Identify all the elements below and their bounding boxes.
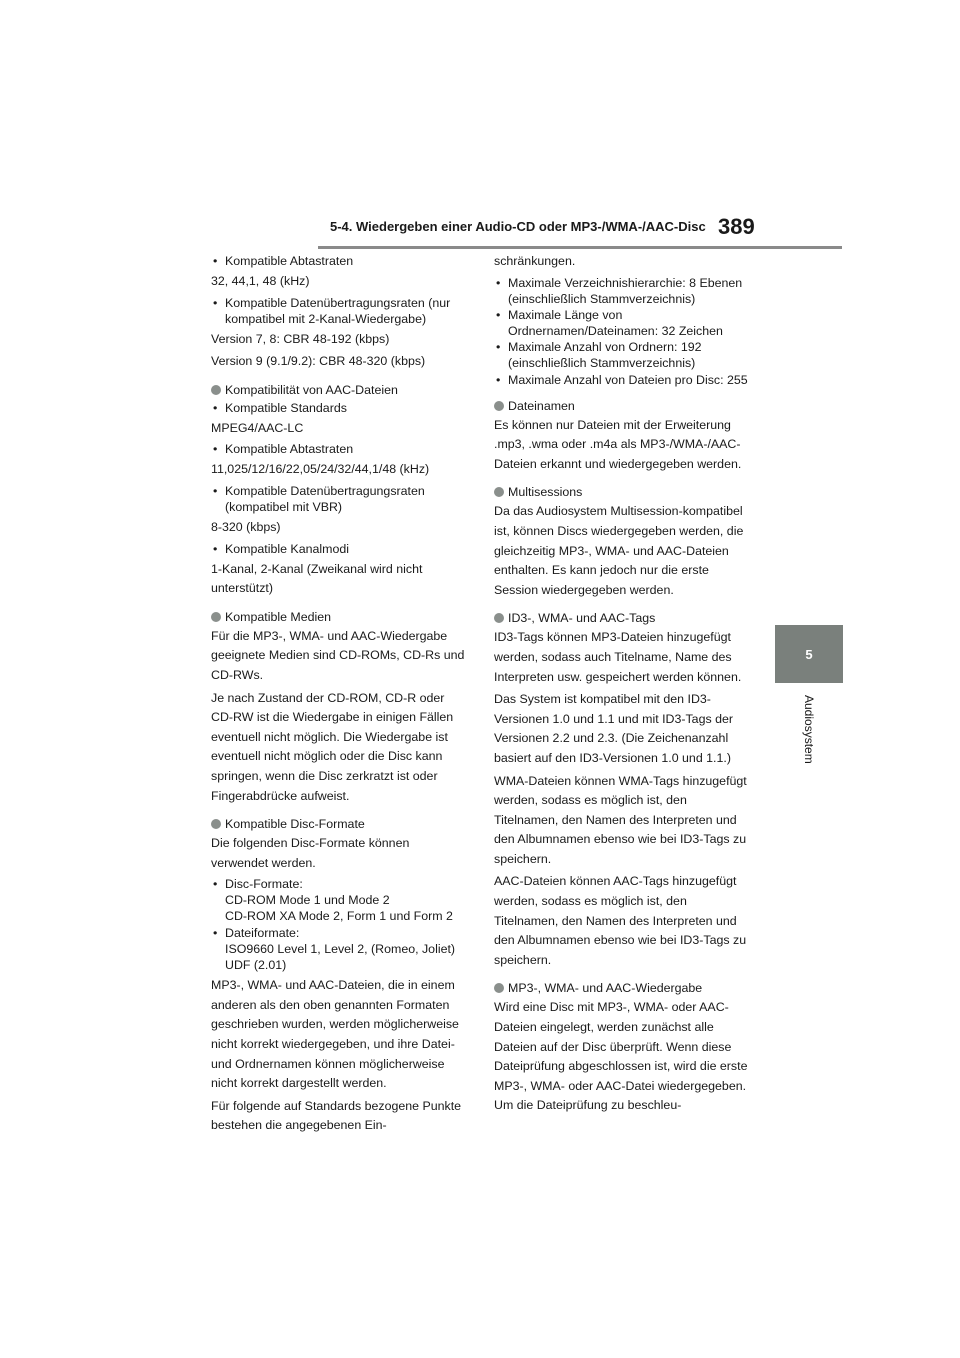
- left-column: [211, 252, 469, 1139]
- paragraph: 11,025/12/16/22,05/24/32/44,1/48 (kHz): [211, 462, 430, 477]
- paragraph: ID3-Tags können MP3-Dateien hinzugefügt werden, sodass auch Titelname, Name des Interpreten usw. gespeichert werden können.: [494, 630, 742, 684]
- paragraph: Version 9 (9.1/9.2): CBR 48-320 (kbps): [211, 354, 426, 369]
- right-column: [494, 252, 752, 1119]
- section-heading: ID3-, WMA- und AAC-Tags: [494, 610, 752, 626]
- bullet-dot-icon: [494, 487, 504, 497]
- bullet-item: • Kompatible Datenübertragungsraten (nur kompatibel mit 2-Kanal-Wiedergabe): [211, 295, 469, 327]
- paragraph: Es können nur Dateien mit der Erweiterung .mp3, .wma oder .m4a als MP3-/WMA-/AAC-Dateien erkannt und wiedergegeben werden.: [494, 417, 742, 471]
- page-header-title: 5-4. Wiedergeben einer Audio-CD oder MP3-/WMA-/AAC-Disc: [330, 219, 706, 234]
- paragraph: MPEG4/AAC-LC: [211, 420, 304, 435]
- header-divider: [318, 246, 842, 249]
- bullet-dot-icon: [494, 401, 504, 411]
- paragraph: Das System ist kompatibel mit den ID3-Versionen 1.0 und 1.1 und mit ID3-Tags der Versionen 2.2 und 2.3. (Die Zeichenanzahl basiert auf den ID3-Versionen 1.0 und 1.1.): [494, 692, 734, 765]
- bullet-dot-icon: [494, 613, 504, 623]
- paragraph: schränkungen.: [494, 254, 576, 268]
- chapter-label: Audiosystem: [802, 695, 816, 764]
- bullet-item: • Kompatible Abtastraten: [211, 253, 469, 269]
- paragraph: Je nach Zustand der CD-ROM, CD-R oder CD-RW ist die Wiedergabe in einigen Fällen eventuell nicht möglich. Die Wiedergabe ist eventuell nicht möglich oder die Disc kann springen, wenn die Disc zerkratzt ist oder Fingerabdrücke aufweist.: [211, 690, 454, 803]
- bullet-dot-icon: [494, 983, 504, 993]
- section-heading: Kompatibilität von AAC-Dateien: [211, 382, 469, 398]
- bullet-item: • Dateiformate: ISO9660 Level 1, Level 2, (Romeo, Joliet) UDF (2.01): [211, 925, 469, 973]
- section-heading: Kompatible Disc-Formate: [211, 816, 469, 832]
- bullet-dot-icon: [211, 385, 221, 395]
- paragraph: WMA-Dateien können WMA-Tags hinzugefügt werden, sodass es möglich ist, den Titelnamen, den Namen des Interpreten und den Albumnamen ebenso wie bei ID3-Tags zu speichern.: [494, 773, 747, 866]
- paragraph: Wird eine Disc mit MP3-, WMA- oder AAC-Dateien eingelegt, werden zunächst alle Dateien auf der Disc überprüft. Wenn diese Dateiprüfung abgeschlossen ist, wird die erste MP3-, WMA- oder AAC-Datei wiedergegeben. Um die Dateiprüfung zu beschleu-: [494, 1000, 748, 1113]
- bullet-dot-icon: [211, 612, 221, 622]
- bullet-item: • Kompatible Abtastraten: [211, 441, 469, 457]
- chapter-tab: 5: [775, 625, 843, 683]
- bullet-item: • Disc-Formate: CD-ROM Mode 1 und Mode 2 CD-ROM XA Mode 2, Form 1 und Form 2: [211, 876, 469, 924]
- paragraph: 1-Kanal, 2-Kanal (Zweikanal wird nicht unterstützt): [211, 561, 423, 596]
- paragraph: 8-320 (kbps): [211, 519, 281, 534]
- bullet-item: • Maximale Länge von Ordnernamen/Dateinamen: 32 Zeichen: [494, 307, 752, 339]
- bullet-item: • Kompatible Kanalmodi: [211, 541, 469, 557]
- bullet-item: • Kompatible Datenübertragungsraten (kompatibel mit VBR): [211, 483, 469, 515]
- paragraph: Die folgenden Disc-Formate können verwendet werden.: [211, 836, 410, 870]
- bullet-item: • Maximale Anzahl von Dateien pro Disc: 255: [494, 372, 752, 388]
- bullet-dot-icon: [211, 819, 221, 829]
- page-number: 389: [718, 214, 755, 239]
- paragraph: Version 7, 8: CBR 48-192 (kbps): [211, 331, 390, 346]
- section-heading: Kompatible Medien: [211, 609, 469, 625]
- bullet-item: • Kompatible Standards: [211, 400, 469, 416]
- bullet-item: • Maximale Verzeichnishierarchie: 8 Ebenen (einschließlich Stammverzeichnis): [494, 275, 752, 307]
- paragraph: MP3-, WMA- und AAC-Dateien, die in einem anderen als den oben genannten Formaten geschrieben wurden, werden möglicherweise nicht korrekt wiedergegeben, und ihre Datei- und Ordnernamen können möglicherweise nicht korrekt dargestellt werden.: [211, 978, 459, 1091]
- section-heading: Dateinamen: [494, 398, 752, 414]
- section-heading: Multisessions: [494, 484, 752, 500]
- section-heading: MP3-, WMA- und AAC-Wiedergabe: [494, 980, 752, 996]
- paragraph: 32, 44,1, 48 (kHz): [211, 274, 310, 288]
- paragraph: Da das Audiosystem Multisession-kompatibel ist, können Discs wiedergegeben werden, die gleichzeitig MP3-, WMA- und AAC-Dateien enthalten. Es kann jedoch nur die erste Session wiedergegeben werden.: [494, 504, 744, 597]
- paragraph: Für folgende auf Standards bezogene Punkte bestehen die angegebenen Ein-: [211, 1098, 462, 1133]
- paragraph: Für die MP3-, WMA- und AAC-Wiedergabe geeignete Medien sind CD-ROMs, CD-Rs und CD-RWs.: [211, 628, 465, 682]
- bullet-item: • Maximale Anzahl von Ordnern: 192 (einschließlich Stammverzeichnis): [494, 339, 752, 371]
- paragraph: AAC-Dateien können AAC-Tags hinzugefügt werden, sodass es möglich ist, den Titelnamen, den Namen des Interpreten und den Albumnamen ebenso wie bei ID3-Tags zu speichern.: [494, 874, 747, 967]
